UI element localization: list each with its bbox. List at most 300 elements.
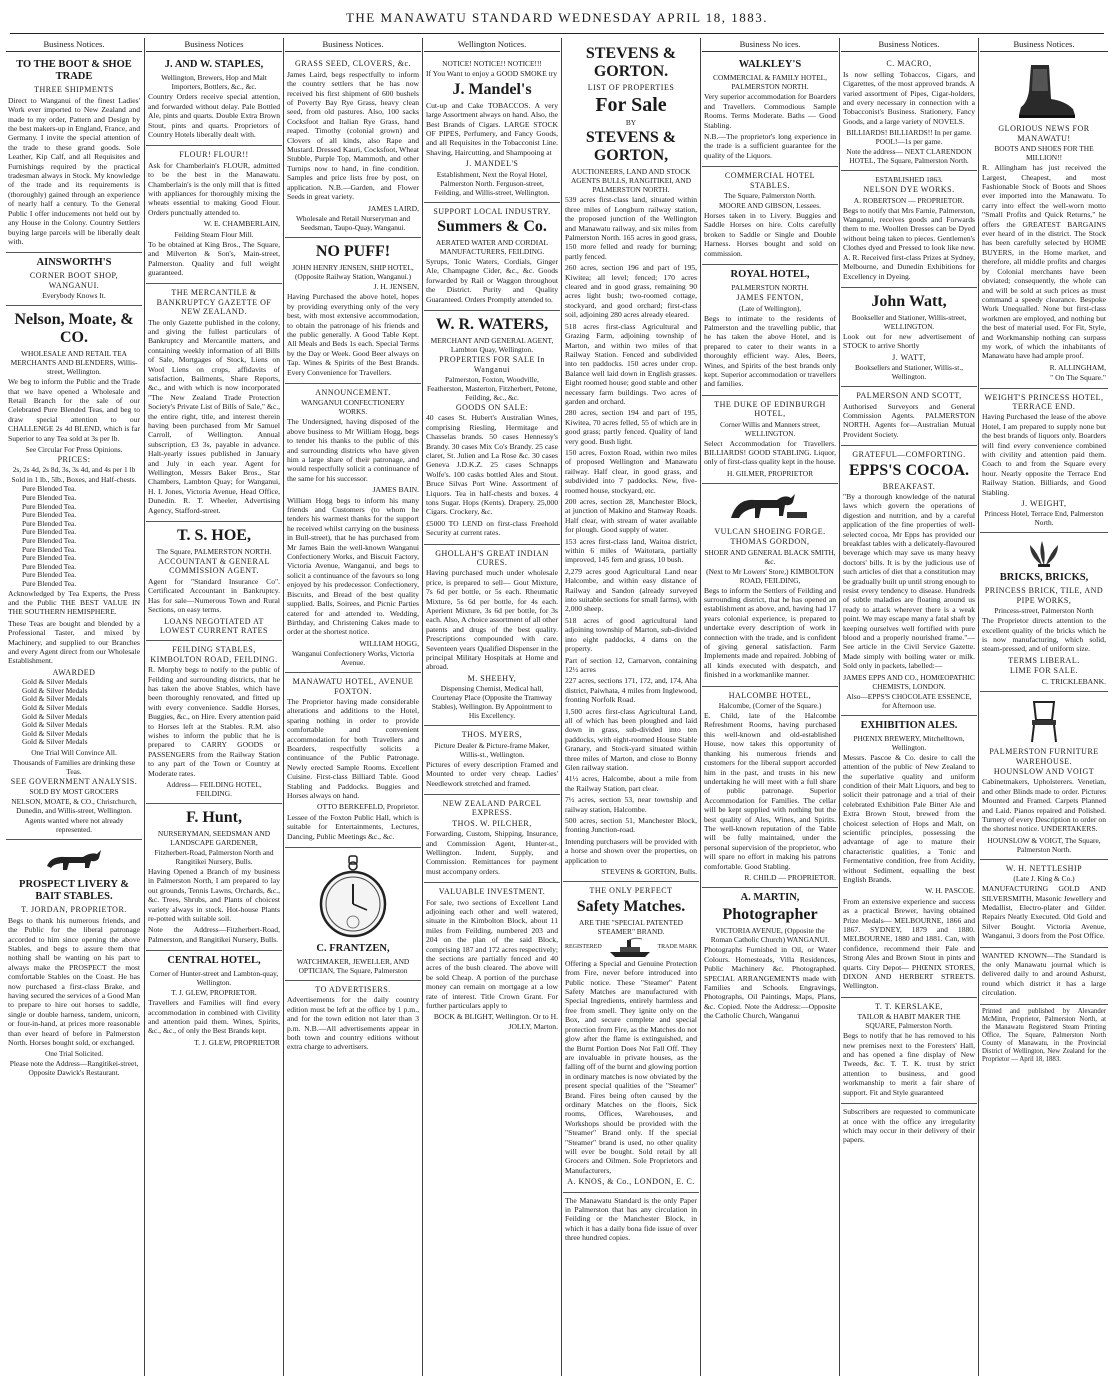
ad-signature: W. E. CHAMBERLAIN, <box>203 219 280 229</box>
ad-note: Also—EPPS'S CHOCOLATE ESSENCE, for Afternoon use. <box>846 691 972 710</box>
ad-body: Authorised Surveyors and General Commission Agents. PALMERSTON NORTH. Agents for—Australian Mutual Provident Society. <box>843 401 975 439</box>
ad-title: THE MERCANTILE & BANKRUPTCY GAZETTE OF NEW ZEALAND. <box>156 288 272 317</box>
ad-signature: A. ROBERTSON — PROPRIETOR. <box>853 195 965 205</box>
ad-body: WANTED KNOWN—The Standard is the only Manawatu journal which is delivered daily to and around Ashurst, round which district it has a large circulation. <box>982 950 1106 998</box>
boot-illustration <box>982 61 1106 121</box>
horse-illustration <box>8 846 140 876</box>
ad-title: ANNOUNCEMENT. <box>315 387 391 397</box>
ad-signature: STEVENS & GORTON, Bulls. <box>601 867 697 877</box>
ad-subtitle: Photographer <box>722 906 818 924</box>
ad-body: From an extensive experience and success as a practical Brewer, having obtained Prize Medals— MELBOURNE, 1866 and 1867. SYDNEY, 1879 and 1880. MELBOURNE, 1880 and 1881. Can, with confidence, recommend their Pale and Strong Ales and Brown Stout in pints and quarts. City Depot— PHŒNIX STORES, DIXON AND HERBERT STREETS. Wellington. <box>843 896 975 991</box>
ad-kicker: GLORIOUS NEWS FOR MANAWATU! <box>998 124 1090 143</box>
pocket-watch-illustration <box>287 854 419 940</box>
column-3 <box>285 40 421 1375</box>
ad-subtitle: PALMERSTON NORTH. <box>731 283 809 293</box>
ad-subtitle: JOHN HENRY JENSEN, SHIP HOTEL, (Opposite Railway Station, Wanganui.) <box>292 262 414 281</box>
ad-title: COMMERCIAL HOTEL STABLES. <box>724 171 816 190</box>
ad-body: Begs to inform the Settlers of Feilding and surrounding district, that he has opened an establishment as above, and, having had 17 years colonial experience, is prepared to undertake every description of work in connection with the trade, and is confident of giving general satisfaction. Farm Implements made and repaired. Jobbing of all kinds executed with despatch, and finished in a workmanlike manner. <box>704 585 836 680</box>
prince-of-wales-feathers-icon <box>982 539 1106 569</box>
list-item: Pure Blended Tea. <box>22 518 77 528</box>
property-item: 227 acres, sections 171, 172, and, 174, Aha district, Paiwhata, 4 miles from Inglewood, fronting Norfolk Road. <box>565 676 697 705</box>
ad-subtitle: Booksellers and Stationer, Willis-st., Wellington. <box>854 363 964 382</box>
list-item: Gold & Silver Medals <box>22 694 88 704</box>
ad-john-watt <box>841 288 977 387</box>
ad-body: R. Morphy begs to notify to the public of Feilding and surrounding districts, that he has taken the above Stables, which have been thoroughly renovated, and fitted up with every convenience. Saddle Horses, Buggies, &c., on Hire. Every attention paid to Horses left at the Stables. R.M. also wishes to inform the public that he is prepared to CARRY GOODS or PASSENGERS from the Railway Station to any part of the Town or Country at Moderate rates. <box>148 665 281 778</box>
ad-body: The Proprietor having made considerable alterations and additions to the Hotel, sparing nothing in order to provide comfortable and convenient accommodation for both Travellers and Boarders, respectfully solicits a continuance of the Public Patronage. Newly erected Sample Rooms. Excellent Cuisine. First-class Billiard Table. Good Stabling and Paddocks. Buggies and Horses always on hand. <box>287 696 419 800</box>
ad-body: Syrups, Tonic Waters, Cordials, Ginger Ale, Champagne Cider, &c., &c. Goods forwarded by Rail or Waggon throughout the District. Purity and Quality Guaranteed. Orders Promptly attended to. <box>426 257 558 304</box>
ad-title: J. AND W. STAPLES, <box>164 59 264 71</box>
ad-boot-trade <box>6 55 142 253</box>
ad-subtitle: ARE THE "SPECIAL PATENTED STEAMER" BRAND. <box>579 917 683 936</box>
list-item: Pure Blended Tea. <box>22 544 77 554</box>
ad-safety-matches <box>563 882 699 1192</box>
ad-body: Advertisements for the daily country edition must be left at the office by 1 p.m., and for the town edition not later than 3 p.m. N.B.—All advertisements appear in both town and country editions without extra charge to advertisers. <box>287 995 419 1052</box>
ad-heading: PRICES: <box>57 454 91 464</box>
ad-signature: WILLIAM HOGG, <box>359 638 419 648</box>
ad-title: PALMERSON AND SCOTT, <box>856 391 962 401</box>
column-rule <box>978 38 979 1376</box>
list-item: Gold & Silver Medals <box>22 737 88 747</box>
ad-body: Very superior accommodation for Boarders and Travellers. Commodious Sample Rooms. Terms Moderate. Baths — Good Stabling. <box>704 92 836 130</box>
ad-body: Having purchased much under wholesale price, is prepared to sell— Gout Mixture, 7s 6d per bottle, or 5s each. Rheumatic Mixture, 5s 6d per bottle, for 4s each. Aperient Mixture, 3s 6d per bottle, for 3s each. Also, A choice assortment of all other patents and drugs of the best quality. Prescriptions compounded with care. Seventeen years Qualified Dispenser in the principal Military Hospitals at Home and abroad. <box>426 568 558 672</box>
column-heading: Business Notices. <box>841 40 977 52</box>
list-item: Gold & Silver Medals <box>22 677 88 687</box>
list-item: Gold & Silver Medals <box>22 702 88 712</box>
ad-frantzen <box>285 848 421 981</box>
ad-investment <box>424 883 560 1036</box>
ad-ainsworth <box>6 253 142 306</box>
ad-prospect-stables <box>6 840 142 1082</box>
ad-body: Ask for Chamberlain's FLOUR, admitted to be the best in the Manawatu. Chamberlain's is the only mill that is fitted with appliances for thoroughly mixing the wheats essential to making Good Flour. Orders punctually attended to. <box>148 160 280 217</box>
ad-title: Summers & Co. <box>437 218 547 236</box>
ad-to-advertisers <box>285 981 421 1058</box>
ad-note: One Trial Will Convince All. <box>31 747 117 757</box>
ad-prices: 2s, 2s 4d, 2s 8d, 3s, 3s 4d, and 4s per 1 lb <box>12 465 136 475</box>
ad-body: Lessee of the Foxton Public Hall, which is suitable for Entertainments, Lectures, Dancing, Public Meetings &c., &c. <box>287 812 419 841</box>
ad-subtitle: (Late of Wellington), <box>738 303 802 313</box>
ad-body: Offering a Special and Genuine Protection from Fire, never before introduced into Public notice. These "Steamer" Patent Safety Matches are manufactured with Special Ingredients, entirely harmless and free from smell. They ignite only on the Box, and secure complete and special protection from Fire, as the Matches do not glow after the flame is extinguished, and the Burnt Portion Does Not Fall Off. They are invaluable in private houses, as the falling off of the burnt and glowing portion in ordinary matches is now obviated by the present special qualities of the "Steamer" Brand. Fires being often caused by the ordinary Matches on the floors, Sick rooms, Offices, Warehouses, and Workshops should be provided with the "Steamer" Brand only. If the special "Steamer" brand is used, no other quality will ever be bought. Sold retail by all Grocers and Oilmen. Sole Proprietors and Manufacturers, <box>565 958 697 1175</box>
list-item: Gold & Silver Medals <box>22 711 88 721</box>
ad-allingham <box>980 55 1108 388</box>
ad-signature: J. WATT, <box>892 352 926 362</box>
ad-signature: THOS. W. PILCHER, <box>452 818 532 828</box>
ad-grass-seed <box>285 55 421 238</box>
ad-body: Look out for new advertisement of STOCK to arrive Shortly <box>843 331 975 351</box>
ad-body: Begs to intimate to the residents of Palmerston and the travelling public, that he has taken the above Hotel, and is prepared to cater to their wants in a thoroughly efficient way. Ales, Beers, Wines, and Spirits of the best brands only kept. Superior accommodation or travellers and families. <box>704 313 836 389</box>
property-item: 7½ acres, section 53, near township and railway station, Halcombe. <box>565 795 697 814</box>
ad-body: "By a thorough knowledge of the natural laws which govern the operations of digestion and nutrition, and by a careful application of the fine properties of well-selected cocoa, Mr Epps has provided our breakfast tables with a delicately-flavoured beverage which may save us many heavy doctors' bills. It is by the judicious use of such articles of diet that a constitution may be gradually built up until strong enough to resist every tendency to disease. Hundreds of subtle maladies are floating around us ready to attack wherever there is a weak point. We may escape many a fatal shaft by keeping ourselves well fortified with pure blood and a properly nourished frame."—See article in the Civil Service Gazette. Made simply with boiling water or milk. Sold only in packets, labelled:— <box>843 491 975 671</box>
ad-subtitle: COMMERCIAL & FAMILY HOTEL, PALMERSTON NORTH. <box>713 73 827 92</box>
ad-signature: R. CHILD — PROPRIETOR. <box>744 872 836 882</box>
ad-heading: AWARDED <box>52 667 96 677</box>
list-item: Pure Blended Tea. <box>22 570 77 580</box>
ad-weights-hotel <box>980 389 1108 534</box>
ad-kicker: ESTABLISHED 1863. <box>875 175 943 185</box>
ad-subtitle: Corner of Hunter-street and Lambton-quay, Wellington. <box>149 969 279 988</box>
ad-bricks <box>980 533 1108 692</box>
ad-body: James Laird, begs respectfully to inform the country settlers that he has now received his first shipment of 600 bushels of Poverty Bay Rye Grass, heavy clean seed, from old pastures. Also, 100 sacks Cocksfoot and Italian Rye Grass, hand reaped. Timothy (colonial grown) and Clovers of all kinds, also Rape and Mustard. Dressed Kauri, Cocksfoot, Wheat Stubble, Purple Top, Mammoth, and other Turnips now to hand, in fine condition. Samples and price lists free by post, on application. N.B.—Garden, and Flower Seeds in great variety. <box>287 69 419 202</box>
property-item: 150 acres, Foxton Road, within two miles of proposed Wellington and Manawatu railway. Half clear, in good grass, and subdivided into 7 paddocks. New, five-roomed house, stockyard, etc. <box>565 447 697 495</box>
ad-signature: JAMES EPPS AND CO., HOMŒOPATHIC CHEMISTS, LONDON. <box>843 672 975 691</box>
ad-body: Begs to notify that Mrs Farnie, Palmerston, Wanganui, receives goods and Forwards them to me. Woollen Dresses can be Dyed without being taken to pieces. Gentlemen's Clothes dyed and Pressed to look like new. A. R. Received first-class Prizes at Sydney, Melbourne, and Dunedin Exhibitions for Excellency in Dyeing. <box>843 205 975 281</box>
ad-body: Is now selling Tobaccos, Cigars, and Cigarettes, of the most approved brands. A varied assortment of Pipes, Cigar-holders, and every necessary in connection with a Tobacconist's Business. Stationery, Fancy Goods, and a large variety of NOVELS. <box>843 69 975 126</box>
ad-firm: STEVENS & GORTON, <box>585 129 677 165</box>
ad-central-hotel <box>146 951 282 1052</box>
trademark-row <box>565 937 697 959</box>
ad-note: TERMS LIBERAL. <box>1008 655 1080 665</box>
property-item: 280 acres, section 194 and part of 195, Kiwitea, 70 acres felled, 55 of which are in good grass; partly fenced. Quality of land very good. Bush light. <box>565 408 697 446</box>
ad-title: J. Mandel's <box>452 80 532 98</box>
ad-waters <box>424 311 560 545</box>
ad-subtitle: Feilding Steam Flour Mill. <box>174 229 254 239</box>
ad-title: AINSWORTH'S <box>36 257 112 269</box>
ad-note: Agents wanted where not already represented. <box>24 816 124 835</box>
ad-body: Having Purchased the lease of the above Hotel, I am prepared to supply none but the best brands of liquors only. Boarders will find every convenience combined with civility and attention paid them. Coach to and from the Square every hour. Nearly opposite the Terrace End Railway Station. Billiards, and Good Stabling. <box>982 412 1106 497</box>
ad-signature: A. KNOS, & Co., LONDON, E. C. <box>567 1177 695 1187</box>
ad-confectionery <box>285 384 421 673</box>
ad-heading: GOODS ON SALE: <box>455 402 529 412</box>
ad-note: LOANS NEGOTIATED AT LOWEST CURRENT RATES <box>160 616 268 635</box>
ad-body: These Teas are bought and blended by a Professional Taster, and mixed by Machinery, and supplied to our Branches and every Agent direct from our Wholesale Establishment. <box>8 618 140 666</box>
ad-body: Acknowledged by Tea Experts, the Press and the Public THE BEST VALUE IN THE SOUTHERN HEMISPHERE. <box>8 588 140 617</box>
property-item: 41½ acres, Halcombe, about a mile from the Railway Station, part clear. <box>565 774 697 793</box>
ad-body: R. Allingham has just received the Largest, Cheapest, and most Fashionable Stock of Boots and Shoes ever imported into the Manawatu. To carry into effect the well-worn motto "Small Profits and Quick Returns," he offers the GREATEST BARGAINS ever heard of in the district. The Stock has been carefully selected by HOME BUYERS, in the Home market, and therefore, all middle profits and charges by Colonial merchants have been obviated; consequently, the whole can and will be sold at such prices as must command a speedy clearance. Bespoke Work Unequalled. None but first-class workmen are employed, and nothing but the best of material used. For Fit, Style, and Workmanship nothing can surpass my work, of which the inhabitants of Manawatu have had ample proof. <box>982 163 1106 361</box>
ad-nelson-moate <box>6 306 142 840</box>
ad-address: Establishment, Next the Royal Hotel, Palmerston North. Ferguson-street, Feilding, and Willis-street, Wellington. <box>434 169 550 197</box>
ad-subtitle: The Square, PALMERSTON NORTH. <box>156 547 272 557</box>
ad-subtitle: Princess Hotel, Terrace End, Palmerston North. <box>984 509 1104 528</box>
ad-signature: M. SHEEHY, <box>467 673 517 683</box>
ad-title: THE DUKE OF EDINBURGH HOTEL, <box>714 399 826 419</box>
property-item: 518 acres first-class Agricultural and Grazing Farm, adjoining township of Marton, and within two miles of that Railway Station. Fenced and subdivided into ten paddocks. 150 acres under crop. Balance well laid down in English grasses. Eight roomed house; good stable and other necessary farm buildings. Two acres of garden and orchard. <box>565 321 697 406</box>
list-item: Gold & Silver Medals <box>22 685 88 695</box>
ad-title: THOS. MYERS, <box>461 730 523 740</box>
ad-subtitle: AUCTIONEERS, LAND AND STOCK AGENTS BULLS, RANGITIKEI, AND PALMERSTON NORTH. <box>570 167 692 195</box>
list-item: Pure Blended Tea. <box>22 510 77 520</box>
ad-body: The Manawatu Standard is the only Paper in Palmerston that has any circulation in Feilding or the Manchester Block, in which it has a daily bona fide issue of over three hundred copies. <box>565 1195 697 1243</box>
ad-note: Thousands of Families are drinking these Teas. <box>12 757 136 776</box>
ad-signature: C. TRICKLEBANK. <box>1041 676 1106 686</box>
ad-title: NO PUFF! <box>315 242 391 260</box>
ad-address: (Next to Mr Lowers' Store,) KIMBOLTON ROAD, FEILDING, <box>706 566 834 585</box>
ad-subtitle: The Square, Palmerston North. <box>724 191 816 201</box>
ad-title: VULCAN SHOEING FORGE. <box>714 526 826 536</box>
property-item: Part of section 12, Carnarvon, containing 12½ acres <box>565 655 697 674</box>
ad-address: VICTORIA AVENUE, (Opposite the Roman Catholic Church) WANGANUI. <box>710 926 830 945</box>
ad-subtitle: NURSERYMAN, SEEDSMAN AND LANDSCAPE GARDENER, <box>157 829 271 847</box>
ad-subtitle: BOOTS AND SHOES FOR THE MILLION!! <box>994 144 1094 163</box>
property-item: 518 acres of good agricultural land adjoining township of Marton, sub-divided into eight paddocks, 4 dams on the property. <box>565 615 697 654</box>
ad-body: Travellers and Families will find every accommodation in combined with Civility and attention paid them. Wines, Spirits, &c., &c., of only the Best Brands kept. <box>148 998 280 1036</box>
masthead: THE MANAWATU STANDARD WEDNESDAY APRIL 18, 1883. <box>345 10 769 25</box>
ad-palmerston-furniture <box>980 692 1108 860</box>
ad-subtitle: " On The Square." <box>1050 373 1106 383</box>
ad-places: Palmerston, Foxton, Woodville, Featherston, Masterton, Fitzherbert, Petone, Feilding, &c., &c. <box>427 374 557 402</box>
column-6 <box>702 40 838 1375</box>
ad-title: GRASS SEED, CLOVERS, &c. <box>294 59 411 69</box>
ad-vulcan-forge <box>702 484 838 687</box>
ad-body: Photographs Furnished in Oil, or Water Colours. Homesteads, Villa Residences, Public Machinery &c. Photographed. SPECIAL ARRANGEMENTS made with Families and Schools. Engravings, Photographs, Oil Paintings, Maps, Plans, &c. Copied. Note the Address:—Opposite the Catholic Church, Wanganui <box>704 945 836 1021</box>
ad-body: E. Child, late of the Halcombe Refreshment Rooms, having purchased this well-known and old-established House, now takes this opportunity of thanking his numerous friends and customers for the liberal support accorded him in the past, and trusts in his new undertaking he will meet with a full share of public patronage. Superior Accommodation for Families. The cellar will be kept supplied with nothing but the best quality of Ales, Wines, and Spirits. The well-known reputation of the Table will be fully maintained, under the personal supervision of the proprietor, who will spare no effort in making his patrons comfortable. Good Stabling. <box>704 711 836 871</box>
ad-title: PROSPECT LIVERY & BAIT STABLES. <box>19 879 129 903</box>
ad-body: Select Accommodation for Travellers. BILLIARDS! GOOD STABLING. Liquor, only of first-class quality kept in the house. <box>704 438 836 467</box>
ad-body: For sale, two sections of Excellent Land adjoining each other and well watered, situate in the Kimbolton Block, about 11 miles from Feilding, numbered 203 and 204 on the plan of the said Block, comprising 187 and 172 acres respectively; the sections are partially fenced and 40 acres of the bush cleared. The above will be sold Cheap. A portion of the purchase money can remain on mortgage at a low rate of interest. Title Crown Grant. For further particulars apply to <box>426 897 558 1011</box>
ad-subtitle: WHOLESALE AND RETAIL TEA MERCHANTS AND BLENDERS, Willis-street, Wellington. <box>10 349 138 377</box>
ad-address: Address— FEILDING HOTEL, FEILDING. <box>166 780 262 798</box>
ad-title: T. S. HOE, <box>177 527 251 545</box>
ad-hoe <box>146 522 282 641</box>
ad-title: FLOUR! FLOUR!! <box>179 150 249 160</box>
column-5 <box>563 40 699 1375</box>
ad-signature: JAMES BAIN. <box>372 485 419 495</box>
ad-subtitle: TAILOR & HABIT MAKER THE SQUARE, Palmerston North. <box>857 1012 961 1031</box>
column-rule <box>144 38 145 1376</box>
column-rule <box>422 38 423 1376</box>
ad-title: WEIGHT'S PRINCESS HOTEL, TERRACE END. <box>984 392 1104 411</box>
ad-walkley <box>702 55 838 167</box>
ad-title: Safety Matches. <box>576 897 686 915</box>
ad-title: WALKLEY'S <box>738 59 802 71</box>
ad-body: 40 cases St. Hubert's Australian Wines, comprising Riesling, Hermitage and Chasselas brands. 50 cases Hennessy's Brandy. 30 cases Mix Co's Brandy. 25 case claret, St. Julien and La Rose &c. 30 cases Geneva J.D.K.Z. 25 cases Schnapps Wolfe's. 100 casks bottled Ales and Stout. Bruce Silvas Port Wine. Assortment of Liquors. Tea in half-chests and boxes. 4 tons Sugar. Hops (Kents). Drapery. 25,000 Cigars. Crockery, &c. <box>426 413 558 517</box>
column-8 <box>980 40 1108 1375</box>
ad-title: EPPS'S COCOA. <box>848 461 969 479</box>
ad-signature: HOUNSLOW & VOIGT, The Square, Palmerston North. <box>987 835 1101 854</box>
ad-subtitle: Wholesale and Retail Nurseryman and Seedsman, Taupo-Quay, Wanganui. <box>295 213 411 232</box>
ad-body: Having Purchased the above hotel, hopes by providing everything only of the very best, with most extensive accommodation, to obtain the patronage of his friends and the public generally. A Good Table Kept. All Meals and Beds 1s each. Special Terms by the Day or Week. Good Beer always on Tap. Wines & Spirits of the Best Brands. Every Convenience for Travellers. <box>287 292 419 377</box>
medal-list <box>8 678 140 747</box>
ad-chamberlain-flour <box>146 146 282 284</box>
masthead-rule <box>10 33 1104 34</box>
ad-body: We beg to inform the Public and the Trade that we have opened a Wholesale and Retail Branch for the sale of our Celebrated Pure Blended Teas, and beg to draw special attention to our CHALLENGE 2s 4d BLEND, which is far Superior to any Tea sold at 3s per lb. <box>8 377 140 443</box>
ad-title: NEW ZEALAND PARCEL EXPRESS. <box>442 798 542 818</box>
ad-note: Sold in 1 lb., 5lb., Boxes, and Half-chests. <box>11 475 137 485</box>
ad-gazette <box>146 284 282 522</box>
ad-signature: R. ALLINGHAM, <box>1049 362 1106 372</box>
ad-subtitle: BREAKFAST. <box>882 481 936 491</box>
ad-subtitle: CORNER BOOT SHOP, WANGANUI. <box>29 271 119 290</box>
ad-subtitle: (Late J. King & Co.) <box>1013 874 1075 884</box>
column-heading: Business Notices. <box>980 40 1108 52</box>
ad-body: Messrs. Pascoe & Co. desire to call the attention of the public of New Zealand to the superlative quality and uniform condition of their Malt Liquors, and beg to solicit their patronage and a trial of their celebrated Exhibition Pale Bitter Ale and Extra Brown Stout, brewed from the choicest selection of Hops and Malt, on scientific principles, possessing the advantage of age to mature their characteristic qualities, a Tonic and Fermentative condition, free from Acidity, without Sediment, equalling the best English Brands. <box>843 752 975 884</box>
horseshoe-illustration <box>704 490 836 524</box>
list-item: Pure Blended Tea. <box>22 561 77 571</box>
ad-note: Note the Address—Fitzherbert-Road, Palmerston, and Rangitikei Nursery, Bulls. <box>148 925 280 944</box>
property-item: 1,500 acres first-class Agricultural Land, all of which has been ploughed and laid down in grass, sub-divided into ten paddocks, with eight-roomed House Stable Granary, and Stock-yard situated within three miles of Marton, and close to Bonny Glen railway station. <box>565 706 697 772</box>
ad-parcel-express <box>424 795 560 883</box>
property-item: 200 acres, section 28, Manchester Block, at junction of Makino and Stanway Roads. Half clear, with stream of water available for plough. Good supply of water. <box>565 497 697 535</box>
ad-kicker: THE ONLY PERFECT <box>589 886 673 896</box>
column-rule <box>839 38 840 1376</box>
ad-wanted-known <box>980 948 1108 1005</box>
ad-signature: W. H. PASCOE. <box>925 886 975 896</box>
ad-note: One Trial Solicited. <box>44 1049 104 1059</box>
column-4 <box>424 40 560 1375</box>
ad-body: Forwarding, Custom, Shipping, Insurance, and Commission Agent, Hunter-st., Wellington. Indent, Supply, and Commission. Remittances for payment must accompany orders. <box>426 829 558 876</box>
chair-illustration <box>982 698 1106 744</box>
property-item: 260 acres, section 196 and part of 195, Kiwitea; all level; fenced; 170 acres cleared and in good grass, remaining 90 acres light bush; two-roomed cottage, stockyard, and good orchard; first-class soil, adjoining 280 acres already eleared. <box>565 263 697 320</box>
ad-note: N.B.—The proprietor's long experience in the trade is a sufficient guarantee for the quality of the Liquors. <box>704 132 836 160</box>
ad-note: LIME FOR SALE. <box>1009 666 1079 676</box>
ad-title: C. MACRO, <box>886 59 932 69</box>
list-item: Pure Blended Tea. <box>22 553 77 563</box>
ad-signature: THOMAS GORDON, <box>730 537 810 547</box>
ad-subtitle: WANGANUI CONFECTIONERY WORKS. <box>301 398 405 417</box>
ad-feilding-stables <box>146 641 282 804</box>
ad-royal-hotel <box>702 265 838 396</box>
list-item: Gold & Silver Medals <box>22 728 88 738</box>
ad-subtitle: Wanganui Confectionery Works, Victoria Avenue. <box>291 649 415 668</box>
ad-exhibition-ales <box>841 716 977 998</box>
ad-macro <box>841 55 977 171</box>
ad-body: Begs to notify that he has removed to his new premises next to the Foresters' Hall, and has opened a fine display of New Tweeds, &c. T. T. K. trust by strict attention to business, and good workmanship to merit a fair share of support. Fit and Style guaranteed <box>843 1031 975 1097</box>
ad-duke-of-edinburgh <box>702 396 838 484</box>
ad-signature: BOCK & BLIGHT, Wellington. Or to H. JOLLY, Marton. <box>433 1012 558 1031</box>
column-rule <box>700 38 701 1376</box>
ad-address: Fitzherbert-Road, Palmerston North and Rangitikei Nursery, Bulls. <box>154 848 274 866</box>
column-rule <box>283 38 284 1376</box>
ad-body: Country Orders receive special attention, and forwarded without delay. Pale Bottled Ale, pints and quarts. Double Extra Brown Stout, pints and quarts. Proprietors of Country Hotels liberally dealt with. <box>148 92 280 140</box>
ad-title: FEILDING STABLES, KIMBOLTON ROAD, FEILDING. <box>150 645 278 664</box>
ad-subtitle: THREE SHIPMENTS <box>34 85 114 95</box>
ad-heading: PROPERTIES FOR SALE In Wanganui <box>439 355 545 374</box>
ad-title: Nelson, Moate, & CO. <box>14 311 134 347</box>
ad-subtitle: PHŒNIX BREWERY, Mitchelltown, Wellington. <box>853 733 965 752</box>
ad-subtitle: SHOER AND GENERAL BLACK SMITH, &c. <box>704 547 836 566</box>
list-item: Pure Blended Tea. <box>22 492 77 502</box>
ad-body: William Hogg begs to inform his many friends and Customers (to whom he tenders his warmest thanks for the support he received whilst carrying on the business in Bull-street), that he has purchased from Mr James Bain the well-known Wanganui Confectionery Works, and Biscuit Factory, Victoria Avenue, Wanganui, and begs to solicit a continuance of the favours so long enjoyed by his predecessor. Confectionery, Biscuits, and Bread of the best quality supplied. Balls, Soirees, and Picnic Parties catered for and attended to. Wedding, Birthday, and Christening Cakes made to order at the shortest notice. <box>287 495 419 637</box>
ad-body: The Undersigned, having disposed of the above business to Mr William Hogg, begs to tender his thanks to the public of this and surrounding districts who have given him a large share of their patronage, and would respectfully solicit a continuance of the same for his successor. <box>287 417 419 483</box>
ad-role: ACCOUNTANT & GENERAL COMMISSION AGENT. <box>158 557 270 576</box>
ad-signature: OTTO BERKEFELD, Proprietor. <box>317 802 419 812</box>
column-heading: Business Notices. <box>6 40 142 52</box>
ad-address: Please note the Address—Rangitikei-street, Opposite Dawick's Restaurant. <box>9 1059 139 1078</box>
ad-subtitle: Bookseller and Stationer, Willis-street, WELLINGTON. <box>851 312 967 331</box>
ad-subtitle: Halcombe, (Corner of the Square.) <box>718 701 822 711</box>
ad-stevens-gorton <box>563 40 699 882</box>
ad-signature: J. MANDEL'S <box>465 159 519 169</box>
ad-note: SEE GOVERNMENT ANALYSIS. <box>10 776 138 786</box>
ad-signature: JAMES FENTON, <box>736 293 804 303</box>
ad-body: Cut-up and Cake TOBACCOS. A very large Assortment always on hand. Also, the Best Brands of Cigars. LARGE STOCK OF PIPES, Perfumery, and Fancy Goods, and all Requisites in the Tobacconist Line. Shaving, Haircutting, and Shampooing at <box>426 100 558 157</box>
ad-title: TO THE BOOT & SHOE TRADE <box>16 59 132 83</box>
ad-body: Pictures of every description Framed and Mounted to order very cheap. Ladies' Needlework stretched and framed. <box>426 759 558 788</box>
list-item: Pure Blended Tea. <box>22 527 77 537</box>
ad-title: W. H. NETTLESHIP <box>1005 863 1083 873</box>
ad-body: Agent for "Standard Insurance Co". Certificated Accountant in Bankruptcy. Has for sale—Numerous Town and Rural Sections, on easy terms. <box>148 576 280 615</box>
ad-subtitle: Wellington, Brewers, Hop and Malt Importers, Bottlers, &c., &c. <box>161 73 267 92</box>
ad-kerslake <box>841 998 977 1104</box>
ad-title: C. FRANTZEN, <box>316 943 390 955</box>
ad-title: F. Hunt, <box>186 809 242 826</box>
ad-note: BILLIARDS! BILLIARDS!! In per game. POOL!—1s per game. <box>846 128 972 147</box>
ad-body: The Proprietor directs attention to the excellent quality of the bricks which he is now manufacturing, which solid, steam-pressed, and of uniform size. <box>982 616 1106 654</box>
ad-no-puff <box>285 238 421 384</box>
ad-kicker: GRATEFUL—COMFORTING. <box>852 450 966 460</box>
ad-manawatu-hotel <box>285 673 421 848</box>
ad-kicker: NOTICE! NOTICE!! NOTICE!!! <box>442 59 542 69</box>
property-item: 539 acres first-class land, situated within three miles of Longburn railway station, the proposed junction of the Wellington and Manawatu railway, and six miles from Palmerston North. 165 acres in good grass, 150 more felled and ready for burning; partly fenced. <box>565 195 697 261</box>
ad-signature: H. GILMER, PROPRIETOR <box>726 468 814 478</box>
ad-indian-cures <box>424 545 560 727</box>
column-heading: Wellington Notices. <box>424 40 560 52</box>
ad-subtitle: PRINCESS BRICK, TILE, AND PIPE WORKS, <box>984 586 1104 605</box>
list-item: Pure Blended Tea. <box>22 484 77 494</box>
ad-kicker: SUPPORT LOCAL INDUSTRY. <box>433 206 551 216</box>
pure-tea-list <box>8 485 140 588</box>
ad-halcombe-hotel <box>702 687 838 889</box>
column-heading: Business No ices. <box>702 40 838 52</box>
ad-standard-circulation <box>563 1193 699 1249</box>
list-item: Pure Blended Tea. <box>22 578 77 588</box>
ad-title: EXHIBITION ALES. <box>860 719 958 731</box>
ad-title: For Sale <box>595 94 667 117</box>
ad-subtitle: HOUNSLOW AND VOIGT <box>993 766 1095 776</box>
ad-subtitle: MERCHANT AND GENERAL AGENT, Lambton Quay, Wellington. <box>430 336 554 355</box>
property-item: 153 acres first-class land, Waitoa district, within 6 miles of Waitotara, partially improved, 145 fern and grass, 10 bush. <box>565 536 697 565</box>
ad-nelson-dye-works <box>841 171 977 288</box>
ad-title: A. MARTIN, <box>740 892 800 904</box>
ad-subtitle: Dispensing Chemist, Medical hall, Courtenay Place (Opposite the Tramway Stables), Wellington. By Appointment to His Excellency. <box>431 684 553 721</box>
column-rule <box>561 38 562 1376</box>
column-heading: Business Notices. <box>285 40 421 52</box>
ad-proprietor: T. J. GLEW, PROPRIETOR. <box>171 988 257 998</box>
imprint <box>980 1005 1108 1070</box>
list-item: Pure Blended Tea. <box>22 535 77 545</box>
column-heading: Business Notices <box>146 40 282 52</box>
ad-footer: Intending purchasers will be provided with a horse and shown over the properties, on application to <box>565 836 697 865</box>
ad-subscribers <box>841 1104 977 1151</box>
ad-hunt <box>146 804 282 951</box>
ad-epps-cocoa <box>841 446 977 716</box>
ad-nettleship <box>980 860 1108 948</box>
property-item: 500 acres, section 51, Manchester Block, fronting Junction-road. <box>565 816 697 835</box>
ad-signature: J. H. JENSEN, <box>373 281 419 291</box>
column-2 <box>146 40 282 1375</box>
ad-address: NELSON, MOATE, & CO., Christchurch, Dunedin, and Willis-street, Wellington. <box>11 797 137 816</box>
ad-summers <box>424 203 560 311</box>
ad-title: T. T. KERSLAKE, <box>875 1001 943 1011</box>
ad-tagline: Everybody Knows It. <box>42 291 106 301</box>
ad-title: NELSON DYE WORKS. <box>863 185 955 195</box>
ad-signature: T. J. GLEW, PROPRIETOR <box>194 1037 280 1047</box>
ad-body: Direct to Wanganui of the finest Ladies' Work ever imported to New Zealand and made to my order, Pattern and Design by the best makers-up in England, France, and Germany. I invite the special attention of the trade to these grand goods. Sole Leather, Kip Calf, and all Requisites and Furnishings required by the practical tradesman always in Stock. My knowledge of the trade and its requirements is (thoroughly) gained through an experience of nearly half a century. To the General Public I offer inducements not held out by any House in the Colony. Country Settlers buying large parcels will be liberally dealt with. <box>8 95 140 246</box>
ad-lessee: MOORE AND GIBSON, Lessees. <box>718 201 822 211</box>
ad-martin-photographer <box>702 888 838 1026</box>
property-item: 2,279 acres good Agricultural Land near Halcombe, and within easy distance of Railway and Sandon (already surveyed into suitable sections for small farms), with 2,000 sheep. <box>565 566 697 614</box>
ad-body: Horses taken in to Livery. Buggies and Saddle Horses on hire. Colts carefully broken to Saddle or Single and Double Harness. Horses bought and sold on commission. <box>704 211 836 258</box>
ad-title: W. R. WATERS, <box>435 316 549 334</box>
ad-subtitle: AERATED WATER AND CORDIAL MANUFACTURERS, FEILDING. <box>435 238 549 257</box>
ad-mandel <box>424 55 560 202</box>
ad-body: Cabinetmakers, Upholsterers. Venetian, and other Blinds made to order. Pictures Mounted and Framed. Carpets Planned and Laid. Pianos repaired and Polished. Turnery of every Description to order on the shortest notice. UNDERTAKERS. <box>982 777 1106 834</box>
ad-title: ROYAL HOTEL, <box>730 269 810 281</box>
ad-title: GHOLLAH'S GREAT INDIAN CURES. <box>435 548 549 567</box>
ad-title: HALCOMBE HOTEL, <box>728 690 812 700</box>
registered-label: REGISTERED <box>565 944 602 951</box>
ad-myers <box>424 726 560 795</box>
ad-subtitle: Corner Willis and Manners street, WELLINGTON. <box>720 419 820 438</box>
steamer-icon <box>608 937 652 959</box>
ad-commercial-stables <box>702 167 838 265</box>
ad-signature: J. WEIGHT, <box>1021 499 1067 509</box>
ad-note: SOLD BY MOST GROCERS <box>29 787 119 797</box>
ad-title: MANAWATU HOTEL, AVENUE FOXTON. <box>292 677 414 696</box>
ad-lead: If You Want to enjoy a GOOD SMOKE try <box>426 69 558 79</box>
ad-heading: LIST OF PROPERTIES <box>587 83 675 92</box>
ad-body: MANUFACTURING GOLD AND SILVERSMITH, Masonic Jewellery and Medallist, Electro-plater and Gilder. Repairs Neatly Executed. Old Gold and Silver Bought. Victoria Avenue, Wanganui, 3 doors from the Post Office. <box>982 884 1106 941</box>
list-item: Pure Blended Tea. <box>22 501 77 511</box>
list-item: Gold & Silver Medals <box>22 720 88 730</box>
